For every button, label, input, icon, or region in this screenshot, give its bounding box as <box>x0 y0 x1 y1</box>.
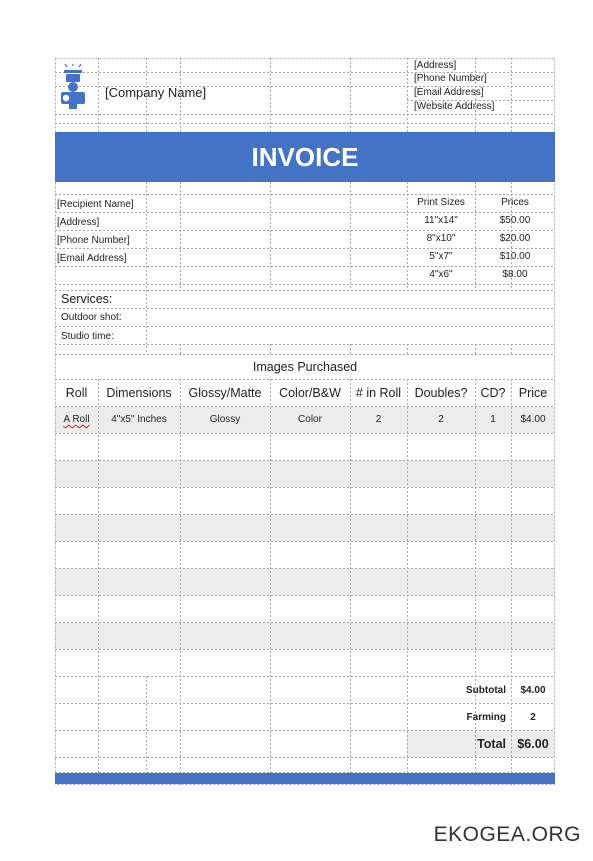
price-list-header-price: Prices <box>501 197 529 208</box>
company-address: [Address] <box>414 60 457 71</box>
subtotal-value: $4.00 <box>520 685 546 696</box>
recipient-name: [Recipient Name] <box>57 199 134 210</box>
service-outdoor-shot: Outdoor shot: <box>61 312 122 323</box>
cell-glossy-matte: Glossy <box>209 414 241 425</box>
cell-roll: A Roll <box>63 414 90 425</box>
service-studio-time: Studio time: <box>61 331 114 342</box>
subtotal-label: Subtotal <box>466 685 506 696</box>
cell-cd: 1 <box>490 414 496 425</box>
footer-accent-bar <box>55 773 555 784</box>
company-phone: [Phone Number] <box>414 73 487 84</box>
price-list-size: 8"x10" <box>426 233 456 244</box>
photographer-camera-icon <box>58 64 88 110</box>
price-list-size: 5"x7" <box>429 251 453 262</box>
price-list-size: 11"x14" <box>424 215 458 226</box>
recipient-email: [Email Address] <box>57 253 127 264</box>
cell-doubles: 2 <box>438 414 444 425</box>
recipient-address: [Address] <box>57 217 100 228</box>
cell-dimensions: 4"x5" Inches <box>111 414 167 425</box>
company-email: [Email Address] <box>414 87 484 98</box>
cell-color-bw: Color <box>298 414 322 425</box>
invoice-title: INVOICE <box>55 132 555 182</box>
column-header-cd: CD? <box>480 386 506 400</box>
column-header-in-roll: # in Roll <box>355 386 402 400</box>
cell-price: $4.00 <box>520 414 546 425</box>
column-header-price: Price <box>518 386 548 400</box>
company-name: [Company Name] <box>105 85 207 100</box>
company-website: [Website Address] <box>414 101 495 112</box>
price-list-header-size: Print Sizes <box>417 197 465 208</box>
images-purchased-title: Images Purchased <box>252 360 358 374</box>
column-header-dimensions: Dimensions <box>106 386 172 400</box>
cell-in-roll: 2 <box>375 414 382 425</box>
recipient-phone: [Phone Number] <box>57 235 130 246</box>
services-label: Services: <box>61 292 113 306</box>
total-value: $6.00 <box>517 737 549 751</box>
price-list-price: $10.00 <box>499 251 531 262</box>
price-list-size: 4"x6" <box>429 269 453 280</box>
column-header-roll: Roll <box>65 386 88 400</box>
price-list-price: $50.00 <box>499 215 531 226</box>
column-header-doubles: Doubles? <box>414 386 468 400</box>
column-header-color-bw: Color/B&W <box>279 386 341 400</box>
framing-label: Farming <box>466 712 506 723</box>
price-list-price: $20.00 <box>499 233 531 244</box>
invoice-sheet <box>55 58 555 785</box>
column-header-glossy-matte: Glossy/Matte <box>188 386 262 400</box>
watermark-brand: EKOGEA.ORG <box>433 823 581 846</box>
framing-value: 2 <box>530 712 536 723</box>
price-list-price: $8.00 <box>502 269 528 280</box>
total-label: Total <box>477 737 506 751</box>
